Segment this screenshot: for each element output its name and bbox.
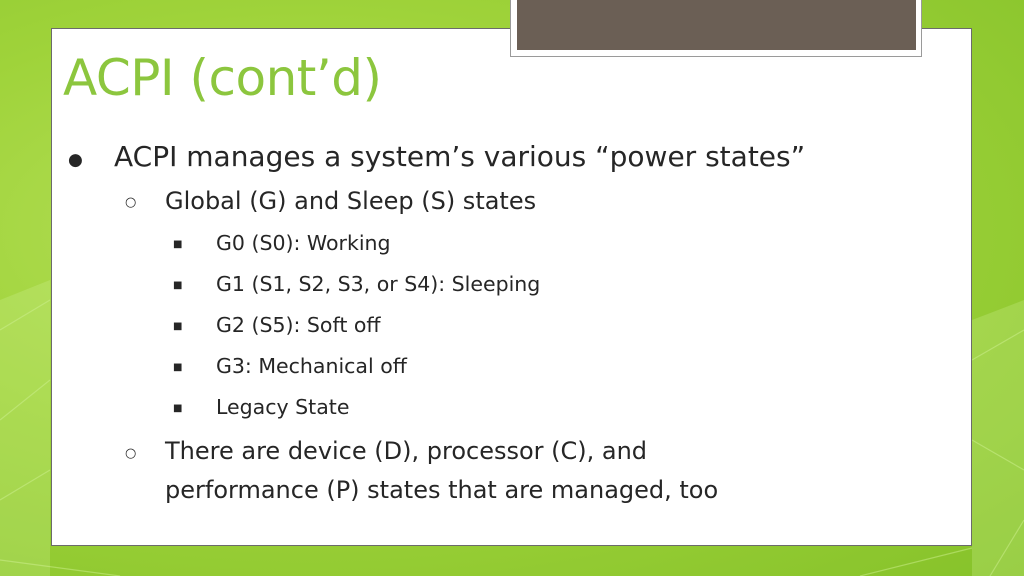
bullet-text: ACPI manages a system’s various “power states” [114,140,806,173]
bullet-marker: ● [68,150,83,170]
sub-sub-bullet-marker: ■ [173,403,183,414]
sub-bullet-marker: ○ [125,195,137,210]
slide-title: ACPI (cont’d) [63,49,382,107]
sub-bullet-marker: ○ [125,446,137,461]
sub-sub-bullet-marker: ■ [173,239,183,250]
sub-sub-bullet-marker: ■ [173,280,183,291]
sub-sub-bullet-text: Legacy State [216,395,350,419]
sub-sub-bullet-marker: ■ [173,321,183,332]
sub-sub-bullet-marker: ■ [173,362,183,373]
sub-bullet-text-line1: There are device (D), processor (C), and [165,437,648,465]
sub-bullet-text-line2: performance (P) states that are managed, too [165,476,719,504]
sub-sub-bullet-text: G3: Mechanical off [216,354,407,378]
sub-bullet-text: Global (G) and Sleep (S) states [165,187,537,215]
sub-sub-bullet-text: G1 (S1, S2, S3, or S4): Sleeping [216,272,541,296]
sub-sub-bullet-text: G0 (S0): Working [216,231,391,255]
accent-bar [517,0,916,50]
sub-sub-bullet-text: G2 (S5): Soft off [216,313,381,337]
